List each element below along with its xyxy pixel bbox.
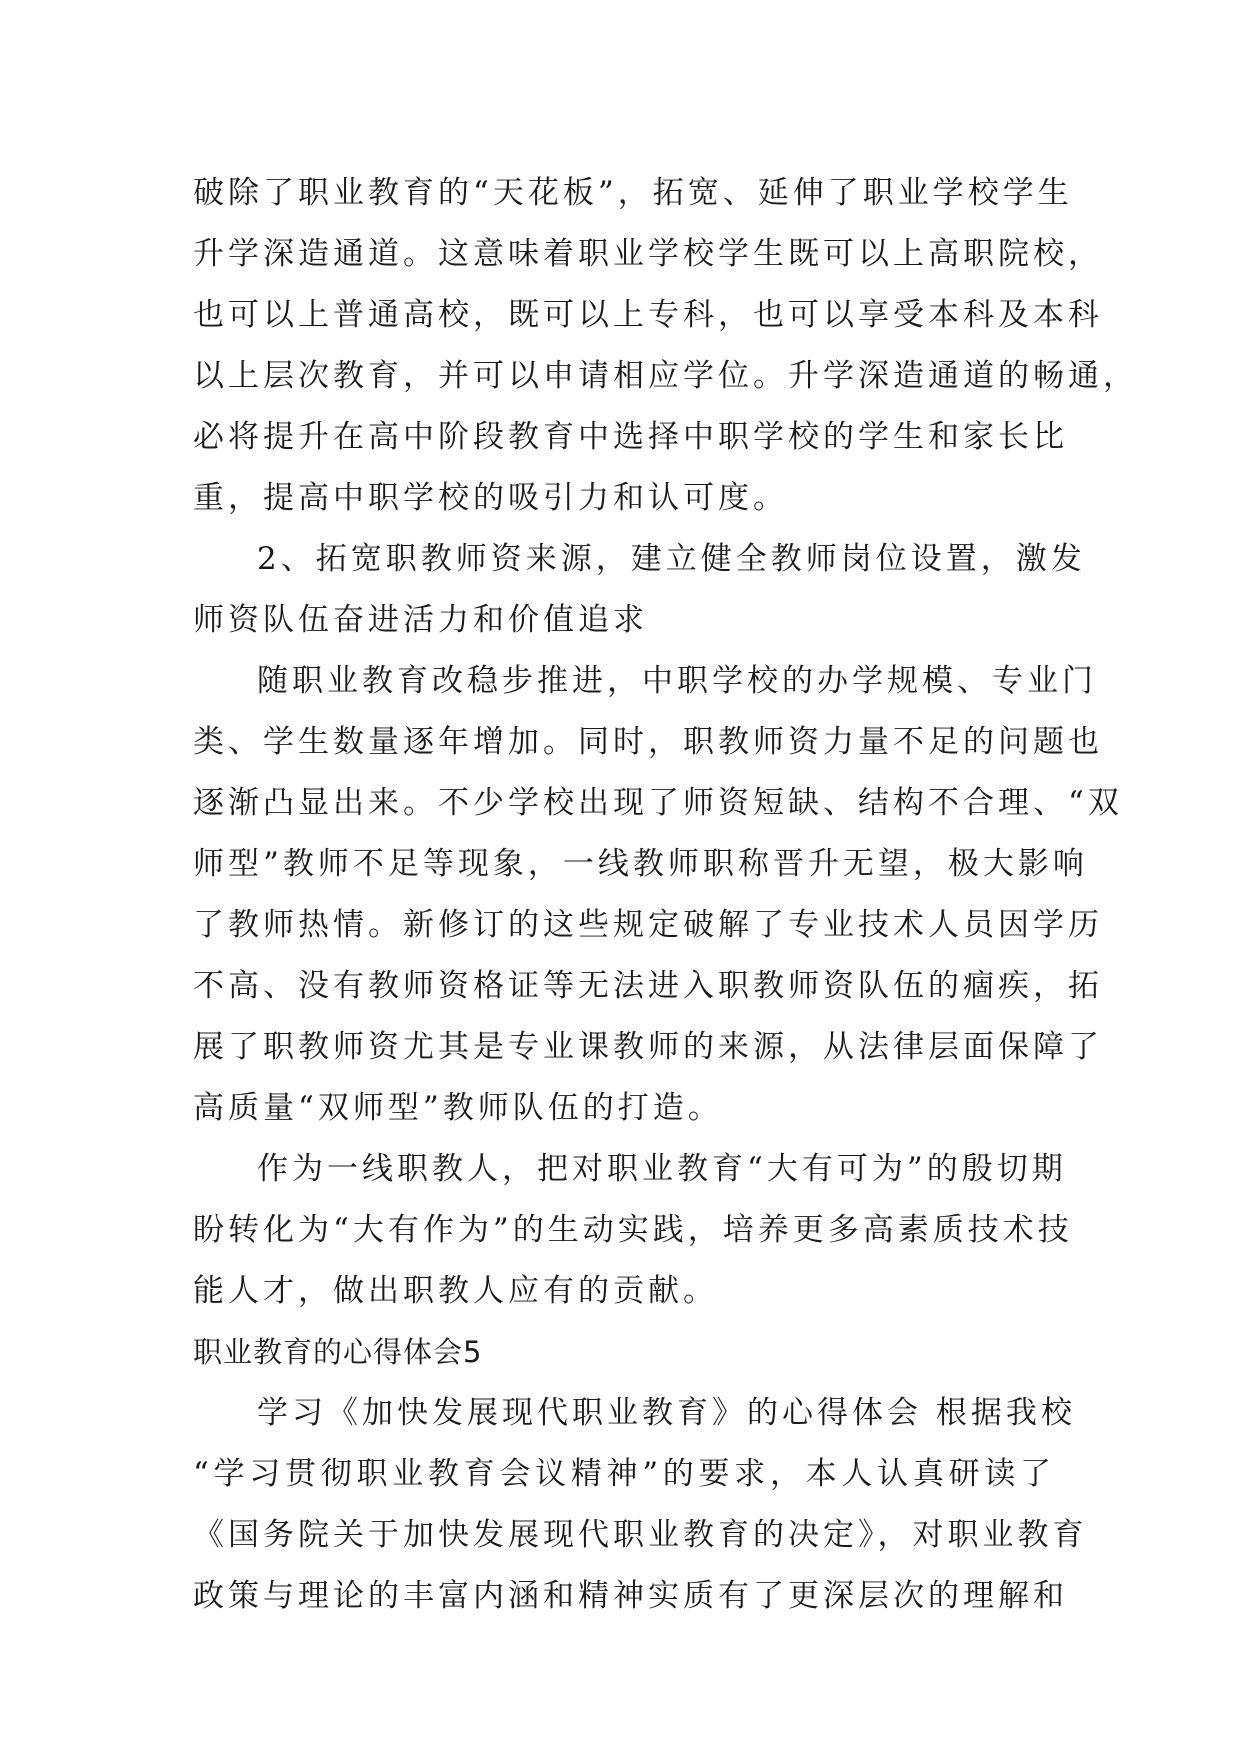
- text-line: 逐渐凸显出来。不少学校出现了师资短缺、结构不合理、“双: [193, 785, 1123, 821]
- document-body: [193, 163, 1138, 1627]
- text-line: 不高、没有教师资格证等无法进入职教师资队伍的痼疾，拓: [193, 968, 1103, 1004]
- text-line: 政策与理论的丰富内涵和精神实质有了更深层次的理解和: [193, 1578, 1068, 1614]
- text-line: 重，提高中职学校的吸引力和认可度。: [193, 480, 788, 516]
- text-line: 也可以上普通高校，既可以上专科，也可以享受本科及本科: [193, 297, 1103, 333]
- paragraph-further-study: [193, 163, 1138, 529]
- text-line: 随职业教育改稳步推进，中职学校的办学规模、专业门: [257, 663, 1097, 699]
- text-line: 学习《加快发展现代职业教育》的心得体会 根据我校: [257, 1395, 1076, 1431]
- text-line: 能人才，做出职教人应有的贡献。: [193, 1273, 718, 1309]
- paragraph-study-notes: [193, 1383, 1088, 1627]
- text-line: 类、学生数量逐年增加。同时，职教师资力量不足的问题也: [193, 724, 1103, 760]
- text-line: 《国务院关于加快发展现代职业教育的决定》，对职业教育: [193, 1517, 1088, 1553]
- section-title: [193, 1322, 1055, 1383]
- text-line: 盼转化为“大有作为”的生动实践，培养更多高素质技术技: [193, 1212, 1073, 1248]
- text-line: “学习贯彻职业教育会议精神”的要求，本人认真研读了: [193, 1456, 1055, 1492]
- paragraph-point-2-heading: [193, 529, 1086, 651]
- paragraph-conclusion: [193, 1139, 1073, 1322]
- section-title-text: 职业教育的心得体会5: [193, 1335, 483, 1369]
- text-line: 师型”教师不足等现象，一线教师职称晋升无望，极大影响: [193, 846, 1088, 882]
- paragraph-teacher-sources: [193, 651, 1123, 1139]
- text-line: 师资队伍奋进活力和价值追求: [193, 602, 648, 638]
- text-line: 2、拓宽职教师资来源，建立健全教师岗位设置，激发: [257, 541, 1086, 577]
- text-line: 展了职教师资尤其是专业课教师的来源，从法律层面保障了: [193, 1029, 1103, 1065]
- text-line: 作为一线职教人，把对职业教育“大有可为”的殷切期: [257, 1151, 1067, 1187]
- text-line: 高质量“双师型”教师队伍的打造。: [193, 1090, 723, 1126]
- text-line: 升学深造通道。这意味着职业学校学生既可以上高职院校，: [193, 236, 1103, 272]
- text-line: 破除了职业教育的“天花板”，拓宽、延伸了职业学校学生: [193, 175, 1073, 211]
- text-line: 以上层次教育，并可以申请相应学位。升学深造通道的畅通，: [193, 358, 1138, 394]
- text-line: 了教师热情。新修订的这些规定破解了专业技术人员因学历: [193, 907, 1103, 943]
- text-line: 必将提升在高中阶段教育中选择中职学校的学生和家长比: [193, 419, 1068, 455]
